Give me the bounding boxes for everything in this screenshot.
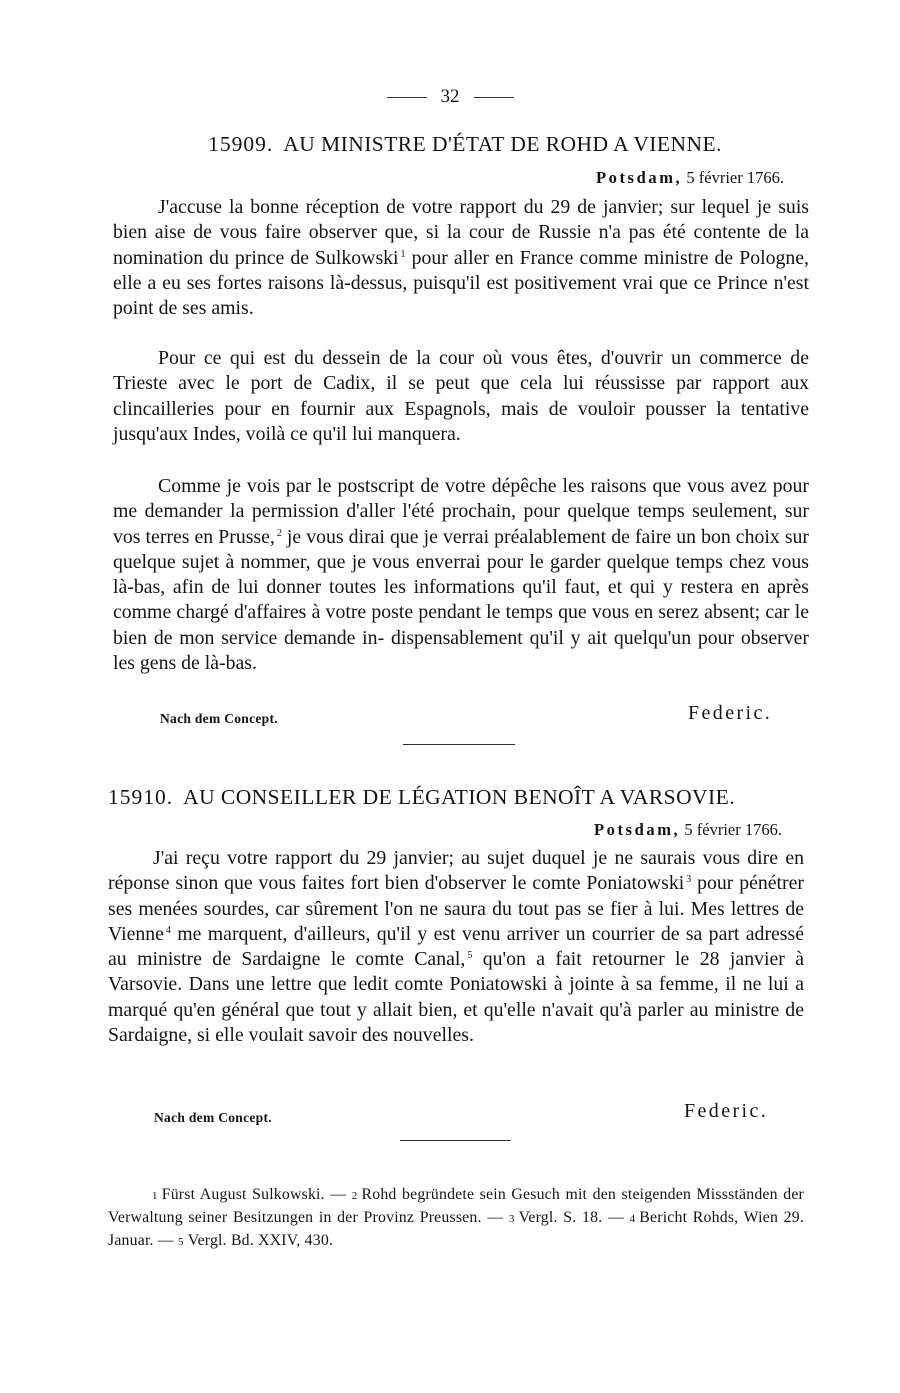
text-line: là-bas, afin de lui donner toutes les informations qu'il faut, et qui y — [113, 576, 673, 599]
text-line: vous avez pour me demander la permission d'aller l'été prochain, pour — [113, 475, 809, 523]
text-line: pour aller en France comme ministre de Pologne, elle a eu ses fortes — [113, 246, 809, 294]
source-note: Nach dem Concept. — [160, 711, 278, 726]
text-line: Russie n'a pas été contente de la nomination du prince de Sulkowski — [113, 221, 809, 269]
text-line: nommer, que je vous enverrai pour le garder quelque temps chez vous — [240, 550, 809, 573]
footnote-text: Fürst August Sulkowski. — — [161, 1186, 347, 1203]
letter-paragraph — [108, 846, 804, 1048]
text-line: commerce de Trieste avec le port de Cadix, il se peut que cela lui — [113, 347, 809, 395]
page-number-dash — [387, 97, 427, 98]
text-line: quelque temps seulement, sur vos terres en Prusse, — [113, 500, 809, 548]
place-date — [596, 168, 784, 188]
text-line: dispensablement qu'il y ait quelqu'un pour observer les gens de là-bas. — [113, 626, 809, 675]
text-line: Comme je vois par le postscript de votre dépêche les raisons que — [158, 475, 682, 497]
text-line: Pour ce qui est du dessein de la cour où vous êtes, d'ouvrir un — [158, 347, 691, 369]
text-line: je vous dirai que — [286, 525, 419, 548]
letter-number: 15910. — [108, 785, 174, 809]
place: Potsdam, — [593, 820, 681, 839]
footnotes — [108, 1184, 804, 1253]
footnote-mark: 4 — [165, 924, 171, 936]
text-line: restera en après comme chargé d'affaires à votre poste pendant le temps — [113, 576, 809, 624]
text-line: J'ai reçu votre rapport du 29 janvier; au sujet duquel je ne saurais — [153, 847, 696, 869]
text-line: raisons là-dessus, puisqu'il est positivement vrai que ce Prince n'est — [267, 271, 810, 294]
letter-title: AU CONSEILLER DE LÉGATION BENOÎT A VARSOVIE. — [183, 785, 736, 809]
signature: Federic. — [684, 1100, 769, 1122]
letter-paragraph — [113, 195, 809, 321]
footnote-number: 1 — [152, 1190, 158, 1202]
letter-heading — [108, 785, 735, 810]
text-line: point de ses amis. — [113, 297, 254, 320]
footnote-number: 3 — [508, 1213, 515, 1225]
text-line: je verrai préalablement de faire un bon choix sur quelque sujet à — [113, 525, 809, 573]
footnote-number: 4 — [629, 1213, 636, 1225]
page-number: 32 — [0, 86, 900, 108]
text-line: J'accuse la bonne réception de votre rapport du 29 de janvier; — [158, 196, 664, 218]
section-divider — [403, 744, 515, 745]
text-line: vous dire en réponse sinon que vous faites fort bien d'observer le comte — [108, 847, 804, 895]
place-date — [594, 820, 782, 840]
text-line: mais de vouloir pousser la tentative jusqu'aux Indes, voilà ce qu'il lui — [113, 397, 809, 445]
text-line: Poniatowski — [586, 872, 685, 895]
footnote-number: 5 — [178, 1236, 184, 1248]
text-line: saura du tout pas se fier à lui. Mes lettres de Vienne — [108, 897, 805, 945]
text-line: 28 janvier à Varsovie. Dans une lettre que ledit comte Poniatowski — [108, 948, 805, 996]
letter-title: AU MINISTRE D'ÉTAT DE ROHD A VIENNE. — [283, 132, 722, 156]
text-line: manquera. — [377, 422, 461, 445]
text-line: sur lequel je suis bien aise de vous faire observer que, si la cour de — [113, 196, 810, 244]
place: Potsdam, — [595, 168, 683, 187]
footnote-mark: 1 — [400, 248, 406, 260]
letter-number: 15909. — [208, 132, 274, 156]
footnote-mark: 2 — [276, 527, 282, 539]
signature: Federic. — [688, 702, 773, 724]
text-line: me marquent, — [177, 922, 288, 945]
text-line: bien, et qu'elle n'avait qu'à parler au ministre de Sardaigne, si elle — [108, 998, 804, 1047]
footnote-text: Bericht Rohds, Wien 29. Januar. — — [108, 1209, 804, 1249]
footnote-text: Rohd begründete sein Gesuch mit den steigenden Missständen der Verwaltung seiner Besitzungen in der Provinz Preussen. — — [108, 1186, 804, 1226]
text-line: que vous en serez absent; car le bien de mon service demande in- — [113, 601, 809, 649]
letter-paragraph — [113, 474, 809, 676]
section-divider — [400, 1140, 511, 1141]
footnote-text: Vergl. Bd. XXIV, 430. — [187, 1232, 334, 1249]
footnote-number: 2 — [351, 1190, 358, 1202]
footnote-mark: 3 — [686, 874, 692, 886]
text-line: qu'on a fait retourner le — [482, 948, 690, 971]
date: 5 février 1766. — [684, 820, 782, 839]
letter-paragraph — [113, 346, 809, 447]
letter-heading — [0, 132, 900, 157]
text-line: ministre de Sardaigne le comte Canal, — [137, 948, 466, 971]
text-line: voulait savoir des nouvelles. — [248, 1024, 474, 1047]
source-note: Nach dem Concept. — [154, 1110, 272, 1125]
footnote-text: Vergl. S. 18. — — [518, 1209, 624, 1226]
footnote-mark: 5 — [467, 950, 473, 962]
page-number-dash — [474, 97, 514, 98]
text-line: d'ailleurs, qu'il y est venu arriver un courrier de sa part adressé au — [108, 922, 804, 971]
text-line: pour pénétrer ses menées sourdes, car sûrement l'on ne — [108, 872, 805, 920]
date: 5 février 1766. — [686, 168, 784, 187]
text-line: à jointe à sa femme, il ne lui a marqué qu'en général que tout y allait — [108, 973, 805, 1021]
text-line: réussisse par rapport aux clincailleries pour en fournir aux Espagnols, — [113, 372, 809, 420]
